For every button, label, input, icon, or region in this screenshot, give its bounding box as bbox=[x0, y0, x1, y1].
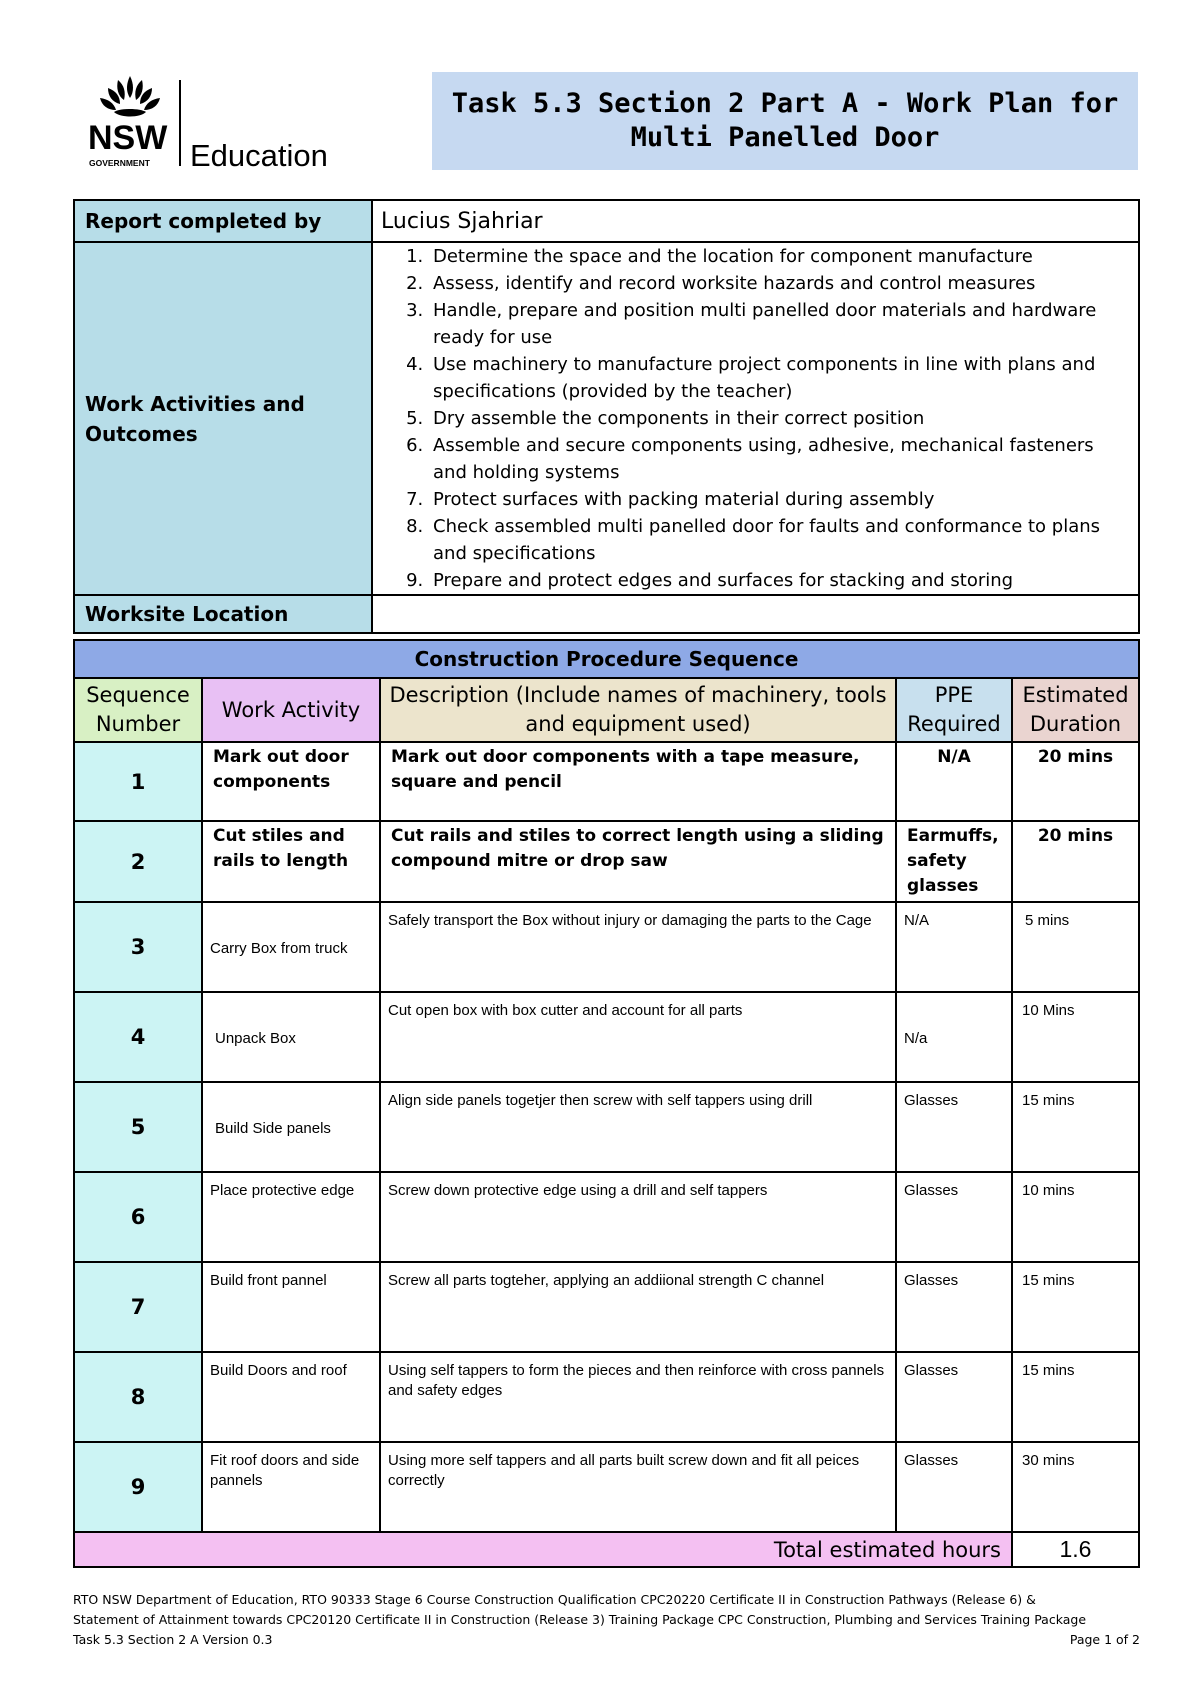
procedure-table bbox=[73, 639, 1140, 1568]
header-description bbox=[380, 678, 896, 742]
header-work-activity: Work Activity bbox=[202, 678, 380, 742]
logo-dept: Education bbox=[190, 138, 328, 173]
description[interactable]: Cut rails and stiles to correct length using a sliding compound mitre or drop saw bbox=[380, 821, 896, 902]
duration[interactable]: 15 mins bbox=[1012, 1262, 1139, 1352]
duration[interactable]: 20 mins bbox=[1012, 742, 1139, 821]
work-activity[interactable]: Build Doors and roof bbox=[202, 1352, 380, 1442]
work-activity[interactable]: Unpack Box bbox=[202, 992, 380, 1082]
footer-line-2: Statement of Attainment towards CPC20120 Certificate II in Construction (Release 3) Training Package CPC Construction, Plumbing and Services Training Package bbox=[73, 1612, 1087, 1627]
description[interactable]: Using more self tappers and all parts built screw down and fit all peices correctly bbox=[380, 1442, 896, 1532]
nsw-education-logo bbox=[88, 74, 348, 174]
duration[interactable]: 20 mins bbox=[1012, 821, 1139, 902]
table-row bbox=[74, 1172, 1139, 1262]
header-seq-line-1: Sequence bbox=[86, 683, 190, 707]
total-value[interactable]: 1.6 bbox=[1012, 1532, 1139, 1567]
work-activity[interactable]: Build Side panels bbox=[202, 1082, 380, 1172]
sequence-number: 2 bbox=[74, 821, 202, 902]
activities-label-line-1: Work Activities and bbox=[85, 391, 305, 416]
work-activity[interactable]: Cut stiles and rails to length bbox=[202, 821, 380, 902]
header-ppe bbox=[896, 678, 1012, 742]
header-dur-line-1: Estimated bbox=[1022, 683, 1129, 707]
sequence-number: 4 bbox=[74, 992, 202, 1082]
work-activity[interactable]: Carry Box from truck bbox=[202, 902, 380, 992]
total-row bbox=[74, 1532, 1139, 1567]
page-number: Page 1 of 2 bbox=[1069, 1632, 1140, 1647]
footer-line-3 bbox=[73, 1630, 1140, 1650]
activities-cell bbox=[372, 242, 1139, 595]
activities-label-line-2: Outcomes bbox=[85, 421, 198, 446]
sequence-number: 3 bbox=[74, 902, 202, 992]
ppe[interactable]: Glasses bbox=[896, 1352, 1012, 1442]
activity-item: 2. Assess, identify and record worksite hazards and control measures bbox=[429, 270, 1132, 297]
header-sequence-number bbox=[74, 678, 202, 742]
table-row bbox=[74, 821, 1139, 902]
table-row bbox=[74, 1082, 1139, 1172]
header-desc-line-1: Description (Include names of machinery, tools bbox=[389, 683, 887, 707]
footer-version: Task 5.3 Section 2 A Version 0.3 bbox=[73, 1632, 273, 1647]
work-activity[interactable]: Fit roof doors and side pannels bbox=[202, 1442, 380, 1532]
header-duration bbox=[1012, 678, 1139, 742]
duration[interactable]: 15 mins bbox=[1012, 1082, 1139, 1172]
description[interactable]: Align side panels togetjer then screw with self tappers using drill bbox=[380, 1082, 896, 1172]
activity-item: 1. Determine the space and the location for component manufacture bbox=[429, 243, 1132, 270]
document-title bbox=[432, 72, 1138, 170]
activities-label bbox=[74, 242, 372, 595]
activity-item: 6. Assemble and secure components using, adhesive, mechanical fasteners and holding systems bbox=[429, 432, 1132, 486]
description[interactable]: Screw all parts togteher, applying an addiional strength C channel bbox=[380, 1262, 896, 1352]
table-row bbox=[74, 1352, 1139, 1442]
header-seq-line-2: Number bbox=[95, 712, 181, 736]
ppe[interactable]: N/a bbox=[896, 992, 1012, 1082]
activity-item: 4. Use machinery to manufacture project components in line with plans and specifications (provided by the teacher) bbox=[429, 351, 1132, 405]
ppe[interactable]: N/A bbox=[896, 742, 1012, 821]
title-line-2: Multi Panelled Door bbox=[630, 122, 940, 153]
total-label: Total estimated hours bbox=[74, 1532, 1012, 1567]
title-line-1: Task 5.3 Section 2 Part A - Work Plan for bbox=[451, 88, 1119, 119]
table-row bbox=[74, 992, 1139, 1082]
sequence-number: 7 bbox=[74, 1262, 202, 1352]
duration[interactable]: 10 Mins bbox=[1012, 992, 1139, 1082]
activity-item: 3. Handle, prepare and position multi panelled door materials and hardware ready for use bbox=[429, 297, 1132, 351]
table-row bbox=[74, 902, 1139, 992]
header-ppe-line-1: PPE bbox=[934, 683, 974, 707]
table-row bbox=[74, 1262, 1139, 1352]
description[interactable]: Screw down protective edge using a drill and self tappers bbox=[380, 1172, 896, 1262]
duration[interactable]: 30 mins bbox=[1012, 1442, 1139, 1532]
table-row bbox=[74, 1442, 1139, 1532]
header-dur-line-2: Duration bbox=[1029, 712, 1122, 736]
description[interactable]: Cut open box with box cutter and account for all parts bbox=[380, 992, 896, 1082]
info-table bbox=[73, 199, 1140, 634]
page-footer bbox=[73, 1590, 1140, 1650]
work-activity[interactable]: Build front pannel bbox=[202, 1262, 380, 1352]
sequence-number: 6 bbox=[74, 1172, 202, 1262]
header-ppe-line-2: Required bbox=[907, 712, 1001, 736]
activity-item: 7. Protect surfaces with packing material during assembly bbox=[429, 486, 1132, 513]
waratah-icon bbox=[88, 74, 348, 174]
procedure-header-row bbox=[74, 678, 1139, 742]
ppe[interactable]: Glasses bbox=[896, 1172, 1012, 1262]
footer-line-1: RTO NSW Department of Education, RTO 90333 Stage 6 Course Construction Qualification CPC20220 Certificate II in Construction Pathways (Release 6) & bbox=[73, 1592, 1036, 1607]
ppe[interactable]: Glasses bbox=[896, 1082, 1012, 1172]
sequence-number: 5 bbox=[74, 1082, 202, 1172]
report-label: Report completed by bbox=[74, 200, 372, 242]
sequence-number: 8 bbox=[74, 1352, 202, 1442]
logo-sub: GOVERNMENT bbox=[89, 158, 150, 168]
description[interactable]: Safely transport the Box without injury or damaging the parts to the Cage bbox=[380, 902, 896, 992]
logo-brand: NSW bbox=[88, 119, 168, 157]
sequence-number: 9 bbox=[74, 1442, 202, 1532]
ppe[interactable]: Glasses bbox=[896, 1262, 1012, 1352]
ppe[interactable]: N/A bbox=[896, 902, 1012, 992]
activity-item: 9. Prepare and protect edges and surfaces for stacking and storing bbox=[429, 567, 1132, 594]
description[interactable]: Using self tappers to form the pieces and then reinforce with cross pannels and safety edges bbox=[380, 1352, 896, 1442]
sequence-number: 1 bbox=[74, 742, 202, 821]
table-row bbox=[74, 742, 1139, 821]
work-activity[interactable]: Mark out door components bbox=[202, 742, 380, 821]
ppe[interactable]: Glasses bbox=[896, 1442, 1012, 1532]
report-value[interactable]: Lucius Sjahriar bbox=[372, 200, 1139, 242]
header-desc-line-2: and equipment used) bbox=[525, 712, 751, 736]
activities-list bbox=[373, 243, 1132, 594]
activity-item: 5. Dry assemble the components in their correct position bbox=[429, 405, 1132, 432]
location-label: Worksite Location bbox=[74, 595, 372, 633]
duration[interactable]: 10 mins bbox=[1012, 1172, 1139, 1262]
description[interactable]: Mark out door components with a tape measure, square and pencil bbox=[380, 742, 896, 821]
work-activity[interactable]: Place protective edge bbox=[202, 1172, 380, 1262]
procedure-banner: Construction Procedure Sequence bbox=[74, 640, 1139, 678]
ppe[interactable]: Earmuffs, safety glasses bbox=[896, 821, 1012, 902]
duration[interactable]: 15 mins bbox=[1012, 1352, 1139, 1442]
activity-item: 8. Check assembled multi panelled door for faults and conformance to plans and specifications bbox=[429, 513, 1132, 567]
location-value[interactable] bbox=[372, 595, 1139, 633]
duration[interactable]: 5 mins bbox=[1012, 902, 1139, 992]
